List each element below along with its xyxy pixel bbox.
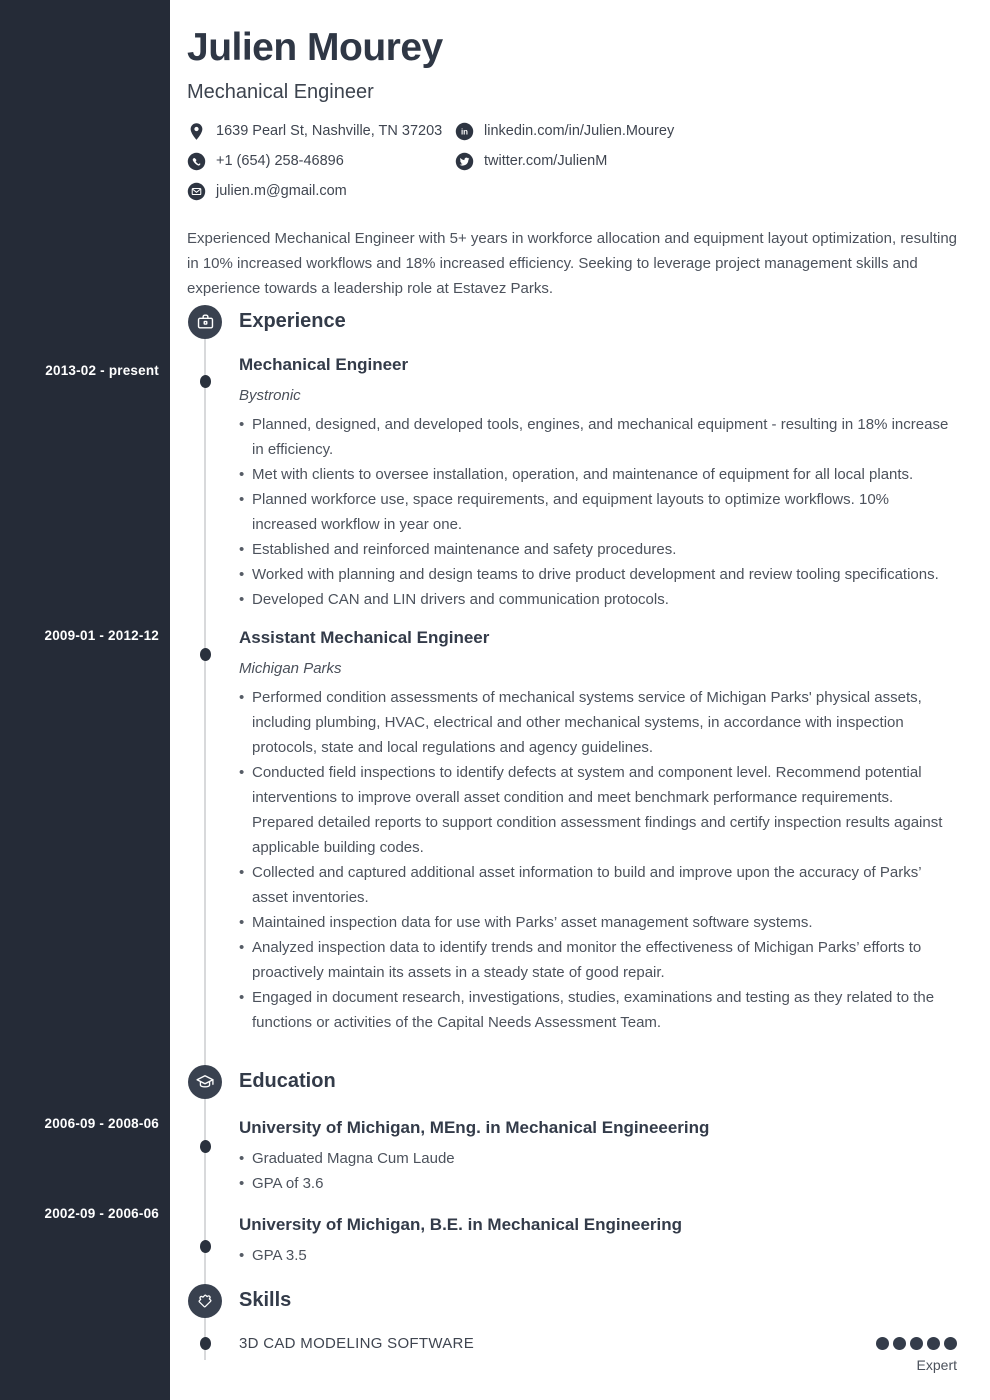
main-content [170,0,990,1373]
bullet-item: • Analyzed inspection data to identify trends and monitor the effectiveness of Michigan Parks’ efforts to proactively maintain its assets in a steady state of good repair. [239,935,957,985]
skill-item-1 [239,1335,957,1352]
puzzle-icon [188,1284,222,1318]
skills-heading: Skills [239,1289,292,1312]
date-range-job-1: 2013-02 - present [45,363,159,378]
rating-dot-filled [944,1337,957,1350]
school-title-1: University of Michigan, MEng. in Mechanical Engineeering [239,1117,710,1137]
skill-rating-dots [876,1337,957,1350]
section-experience [187,305,957,1035]
date-range-school-1: 2006-09 - 2008-06 [44,1116,159,1131]
contact-address [187,122,455,141]
skill-name: 3D CAD MODELING SOFTWARE [239,1334,474,1352]
timeline-dot [200,648,211,661]
contact-phone [187,152,455,171]
bullet-item: • Graduated Magna Cum Laude [239,1146,957,1171]
bullet-item: • GPA of 3.6 [239,1171,957,1196]
linkedin-icon [455,122,474,141]
bullet-item: • Met with clients to oversee installation, operation, and maintenance of equipment for all local plants. [239,462,957,487]
bullet-item: • Established and reinforced maintenance and safety procedures. [239,537,957,562]
timeline-dot [200,375,211,388]
contact-linkedin-value[interactable]: linkedin.com/in/Julien.Mourey [484,123,675,140]
experience-entry-2 [239,628,957,1035]
education-entry-1 [239,1118,957,1196]
date-range-job-2: 2009-01 - 2012-12 [44,628,159,643]
rating-dot-filled [893,1337,906,1350]
timeline-dot [200,1140,211,1153]
graduation-cap-icon [188,1065,222,1099]
school-title-2: University of Michigan, B.E. in Mechanical Engineering [239,1214,683,1234]
contact-phone-value: +1 (654) 258-46896 [216,153,344,170]
person-name: Julien Mourey [187,26,443,69]
bullet-item: • GPA 3.5 [239,1243,957,1268]
contact-block [187,122,957,201]
education-heading-row [188,1065,957,1099]
bullet-item: • Worked with planning and design teams to drive product development and review tooling specifications. [239,562,957,587]
contact-twitter-value[interactable]: twitter.com/JulienM [484,153,608,170]
bullet-item: • Planned, designed, and developed tools, engines, and mechanical equipment - resulting in 18% increase in efficiency. [239,412,957,462]
education-heading: Education [239,1070,336,1093]
section-education [187,1065,957,1268]
date-range-school-2: 2002-09 - 2006-06 [44,1206,159,1221]
education-entry-2 [239,1215,957,1268]
bullet-item: • Engaged in document research, investigations, studies, examinations and testing as they related to the functions or activities of the Capital Needs Assessment Team. [239,985,957,1035]
phone-icon [187,152,206,171]
timeline-dot [200,1240,211,1253]
skill-level-label: Expert [916,1356,957,1373]
skills-heading-row [188,1284,957,1318]
sidebar [0,0,170,1400]
twitter-icon [455,152,474,171]
bullet-item: • Conducted field inspections to identify defects at system and component level. Recommend potential interventions to improve overall asset condition and meet benchmark performance requirements. Prepared detailed reports to support condition assessment findings and certify inspection results against applicable building codes. [239,760,957,860]
school-2-bullets [239,1243,957,1268]
contact-linkedin[interactable] [455,122,957,141]
rating-dot-filled [927,1337,940,1350]
experience-heading: Experience [239,310,346,333]
experience-entry-1 [239,355,957,612]
bullet-item: • Planned workforce use, space requirements, and equipment layouts to optimize workflows. 10% increased workflow in year one. [239,487,957,537]
person-job-title: Mechanical Engineer [187,80,374,103]
job-2-bullets [239,685,957,1035]
bullet-item: • Developed CAN and LIN drivers and communication protocols. [239,587,957,612]
professional-summary: Experienced Mechanical Engineer with 5+ years in workforce allocation and equipment layout optimization, resulting in 10% increased workflows and 18% increased efficiency. Seeking to leverage project management skills and experience towards a leadership role at Estavez Parks. [187,229,958,297]
bullet-item: • Collected and captured additional asset information to build and improve upon the accuracy of Parks’ asset inventories. [239,860,957,910]
school-1-bullets [239,1146,957,1196]
bullet-item: • Maintained inspection data for use with Parks’ asset management software systems. [239,910,957,935]
contact-address-value: 1639 Pearl St, Nashville, TN 37203 [216,123,443,140]
contact-email-value[interactable]: julien.m@gmail.com [216,183,347,200]
contact-twitter[interactable] [455,152,957,171]
job-title-1: Mechanical Engineer [239,354,409,374]
briefcase-icon [188,305,222,339]
rating-dot-filled [876,1337,889,1350]
location-icon [187,122,206,141]
svg-text:in: in [460,127,469,137]
experience-heading-row [188,305,957,339]
email-icon [187,182,206,201]
bullet-item: • Performed condition assessments of mechanical systems service of Michigan Parks' physical assets, including plumbing, HVAC, electrical and other mechanical systems, in accordance with inspection protocols, state and local regulations and agency guidelines. [239,685,957,760]
company-name-1: Bystronic [239,386,301,404]
timeline-dot [200,1337,211,1350]
section-skills [187,1284,957,1373]
job-1-bullets [239,412,957,612]
job-title-2: Assistant Mechanical Engineer [239,627,490,647]
contact-email[interactable] [187,182,455,201]
company-name-2: Michigan Parks [239,659,342,677]
rating-dot-filled [910,1337,923,1350]
